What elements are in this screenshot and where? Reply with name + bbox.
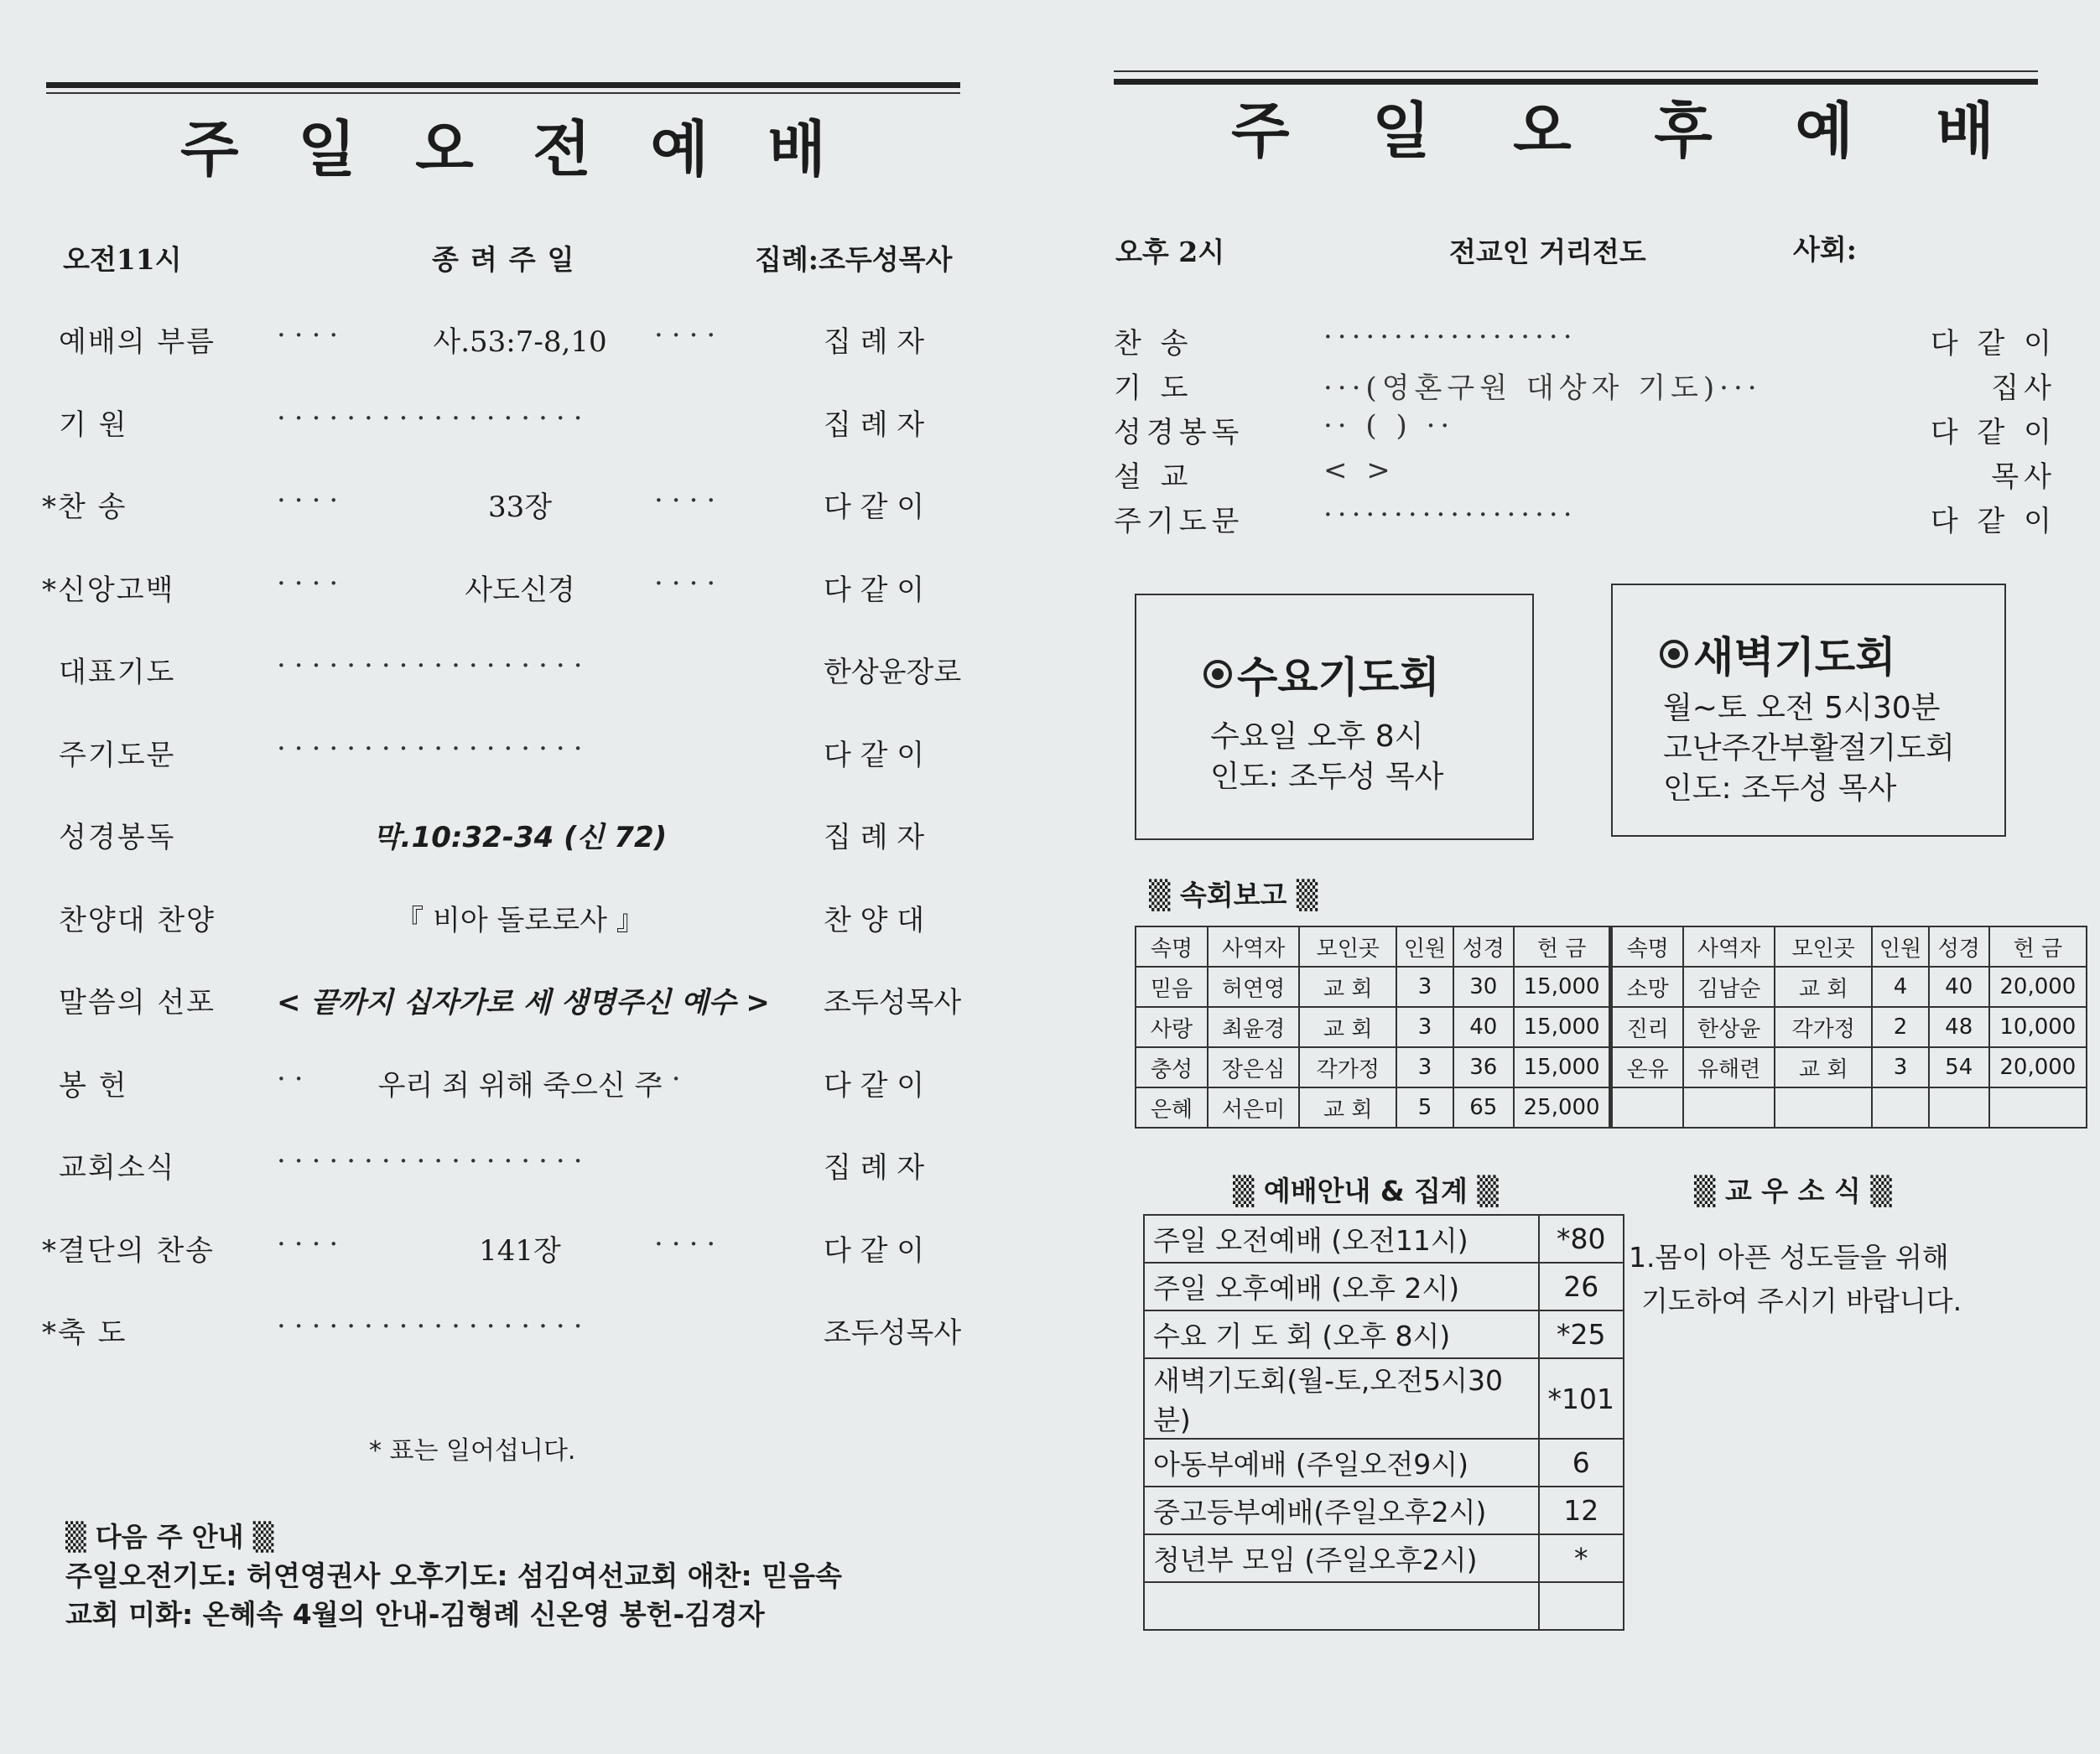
order-content: < 끝까지 십자가로 세 생명주신 예수 > [277,986,770,1020]
member-news-line-1: 1.몸이 아픈 성도들을 위해 [1629,1241,1949,1274]
title-char: 주 [180,114,239,184]
title-char: 예 [1795,96,1853,166]
report-header-cell: 모인곳 [1299,926,1396,967]
report-cell: 교 회 [1775,1047,1872,1087]
worship-name [1144,1582,1539,1630]
dot-leader: ···· [277,566,347,600]
order-leader: 다 같 이 [824,1233,925,1268]
worship-name: 새벽기도회(월-토,오전5시30분) [1144,1358,1539,1439]
order-leader: 다 같 이 [1930,505,2056,538]
report-cell: 최윤경 [1208,1007,1299,1047]
report-row [1136,1007,2087,1047]
order-row [0,402,1050,452]
report-row [1136,967,2087,1007]
report-header-cell: 성경 [1453,926,1514,967]
order-content: ·················· [1323,498,1578,532]
wednesday-title-text: 수요기도회 [1237,653,1440,702]
report-cell: 교 회 [1299,1087,1396,1128]
order-content: 『 비아 돌로로사 』 [395,903,645,937]
worship-name: 중고등부예배(주일오후2시) [1144,1487,1539,1534]
order-content: 우리 죄 위해 죽으신 주 [377,1068,663,1103]
report-cell: 20,000 [1989,967,2087,1007]
report-cell: 40 [1929,967,1989,1007]
report-cell: 10,000 [1989,1007,2087,1047]
dawn-title [1660,624,1896,684]
target-bullet-icon [1203,660,1232,688]
order-leader: 목사 [1991,460,2056,494]
title-char: 후 [1654,96,1713,166]
sunday-name: 종려주일 [432,243,586,276]
order-content: 사도신경 [465,573,575,607]
report-cell: 은혜 [1136,1087,1208,1128]
report-row [1136,1047,2087,1087]
report-header-cell: 모인곳 [1775,926,1872,967]
order-label: *신앙고백 [42,573,175,607]
order-content: ·· ( ) ·· [1323,409,1455,443]
dot-leader: ·················· [277,401,591,435]
order-leader: 집 례 자 [824,407,925,442]
afternoon-service-page [1050,0,2100,1754]
order-label: *축 도 [42,1316,127,1350]
report-cell: 3 [1396,1007,1453,1047]
report-cell: 각가정 [1775,1007,1872,1047]
report-cell: 교 회 [1775,967,1872,1007]
title-char: 배 [767,114,826,184]
report-cell: 40 [1453,1007,1514,1047]
service-time: 오전11시 [63,243,182,276]
stand-note: * 표는 일어섭니다. [369,1436,576,1466]
report-cell: 20,000 [1989,1047,2087,1087]
report-cell: 2 [1872,1007,1928,1047]
next-week-line-2: 교회 미화: 온혜속 4월의 안내-김형례 신온영 봉헌-김경자 [65,1598,765,1631]
report-cell [1929,1087,1989,1128]
order-leader: 집 례 자 [824,821,925,854]
presider: 집례:조두성목사 [755,243,953,276]
report-header-cell: 성경 [1929,926,1989,967]
wednesday-prayer-box [1135,594,1534,840]
report-header-cell: 속명 [1136,926,1208,967]
dot-leader: ·················· [277,1144,591,1178]
order-row [0,814,1050,864]
report-cell: 유해련 [1683,1047,1775,1087]
order-row [0,319,1050,369]
order-content: ·················· [1323,320,1578,354]
worship-count-row [1144,1582,1624,1630]
next-week-title: ▒ 다음 주 안내 ▒ [65,1521,274,1553]
order-row [1050,454,2100,497]
dot-leader: ···· [654,1227,725,1261]
report-cell [1872,1087,1928,1128]
report-cell: 48 [1929,1007,1989,1047]
report-cell: 3 [1396,1047,1453,1087]
order-row [0,1310,1050,1360]
report-cell: 30 [1453,967,1514,1007]
worship-name: 아동부예배 (주일오전9시) [1144,1439,1539,1487]
report-header-cell: 속명 [1611,926,1683,967]
dot-leader: ·················· [277,1310,591,1343]
report-cell [1611,1087,1683,1128]
title-char: 전 [533,114,591,184]
order-row [0,1062,1050,1113]
report-cell: 소망 [1611,967,1683,1007]
order-row [0,979,1050,1030]
top-rule-thin [1114,70,2038,72]
report-cell: 서은미 [1208,1087,1299,1128]
worship-attendance [1539,1582,1624,1630]
order-leader: 한상윤장로 [824,656,962,689]
worship-count-title: ▒ 예배안내 & 집계 ▒ [1233,1175,1499,1207]
report-cell: 김남순 [1683,967,1775,1007]
report-cell: 65 [1453,1087,1514,1128]
order-label: 기 도 [1114,371,1193,405]
report-header-row [1136,926,2087,967]
worship-attendance: 26 [1539,1263,1624,1310]
dawn-title-text: 새벽기도회 [1693,633,1896,682]
report-cell [1775,1087,1872,1128]
service-time: 오후 2시 [1115,236,1225,268]
order-row [0,649,1050,699]
worship-name: 주일 오전예배 (오전11시) [1144,1215,1539,1263]
order-content: ···(영혼구원 대상자 기도)··· [1323,371,1762,405]
member-news-title: ▒ 교 우 소 식 ▒ [1694,1175,1892,1207]
report-cell: 사랑 [1136,1007,1208,1047]
morning-title [180,102,826,186]
worship-attendance: * [1539,1534,1624,1582]
worship-count-row [1144,1358,1624,1439]
afternoon-title [1231,84,1994,168]
worship-count-row [1144,1534,1624,1582]
report-header-cell: 헌 금 [1514,926,1611,967]
dot-leader: ···· [277,319,347,352]
order-label: *결단의 찬송 [42,1233,216,1268]
worship-attendance: *80 [1539,1215,1624,1263]
title-char: 오 [1513,96,1572,166]
report-header-cell: 헌 금 [1989,926,2087,967]
class-report-table [1135,926,2087,1129]
report-cell: 교 회 [1299,1007,1396,1047]
class-report-title: ▒ 속회보고 ▒ [1149,879,1318,911]
worship-count-row [1144,1439,1624,1487]
order-row [0,897,1050,947]
report-cell: 54 [1929,1047,1989,1087]
order-row [0,1227,1050,1278]
dawn-leader: 인도: 조두성 목사 [1663,771,1897,806]
report-cell: 5 [1396,1087,1453,1128]
dot-leader: ···· [654,566,725,600]
order-content: 33장 [487,490,553,524]
worship-name: 수요 기 도 회 (오후 8시) [1144,1310,1539,1358]
report-cell [1683,1087,1775,1128]
order-row [0,1144,1050,1195]
dot-leader: ···· [277,1227,347,1261]
worship-attendance: *25 [1539,1310,1624,1358]
order-leader: 다 같 이 [824,573,925,607]
worship-name: 주일 오후예배 (오후 2시) [1144,1263,1539,1310]
order-leader: 찬 양 대 [824,903,925,937]
order-label: 대표기도 [59,656,176,689]
title-char: 일 [1372,96,1431,166]
report-cell: 4 [1872,967,1928,1007]
top-rule [46,82,960,88]
worship-attendance: 6 [1539,1439,1624,1487]
order-leader: 집 례 자 [824,1151,925,1185]
order-label: 말씀의 선포 [59,986,216,1020]
order-label: 봉 헌 [59,1068,128,1103]
report-cell: 한상윤 [1683,1007,1775,1047]
target-bullet-icon [1660,640,1688,668]
order-leader: 다 같 이 [824,490,925,524]
report-header-cell: 사역자 [1208,926,1299,967]
order-content: 사.53:7-8,10 [433,325,607,359]
order-label: 설 교 [1114,460,1193,494]
top-rule-thin [46,92,960,94]
dawn-subtitle: 고난주간부활절기도회 [1663,731,1955,765]
worship-attendance: 12 [1539,1487,1624,1534]
order-leader: 다 같 이 [1930,327,2056,361]
member-news-line-2: 기도하여 주시기 바랍니다. [1641,1284,1962,1317]
report-row [1136,1087,2087,1128]
dot-leader: ···· [277,484,347,517]
report-cell: 진리 [1611,1007,1683,1047]
dawn-prayer-box [1611,584,2006,837]
order-label: 성경봉독 [59,821,176,854]
dot-leader: ···· [654,319,725,352]
title-char: 일 [298,114,356,184]
order-label: *찬 송 [42,490,127,524]
worship-count-row [1144,1215,1624,1263]
order-content: < > [1323,454,1396,487]
worship-attendance: *101 [1539,1358,1624,1439]
next-week-line-1: 주일오전기도: 허연영권사 오후기도: 섬김여선교회 애찬: 믿음속 [65,1559,842,1592]
wednesday-title [1203,644,1440,704]
report-cell: 각가정 [1299,1047,1396,1087]
order-label: 예배의 부름 [59,325,216,359]
report-cell: 15,000 [1514,1047,1611,1087]
order-row [1050,365,2100,408]
report-cell: 3 [1872,1047,1928,1087]
report-cell: 온유 [1611,1047,1683,1087]
order-row [0,732,1050,782]
report-cell: 믿음 [1136,967,1208,1007]
order-row [0,484,1050,534]
report-cell: 25,000 [1514,1087,1611,1128]
order-leader: 다 같 이 [824,738,925,772]
order-label: 찬양대 찬양 [59,903,216,937]
worship-count-row [1144,1487,1624,1534]
report-cell: 15,000 [1514,1007,1611,1047]
report-cell: 15,000 [1514,967,1611,1007]
order-row [0,567,1050,617]
order-label: 주기도문 [1114,505,1245,538]
dot-leader: ···· [654,484,725,517]
dot-leader: ·················· [277,731,591,765]
title-char: 예 [650,114,709,184]
order-leader: 집사 [1991,371,2056,405]
report-header-cell: 사역자 [1683,926,1775,967]
order-leader: 조두성목사 [824,986,962,1020]
report-cell: 충성 [1136,1047,1208,1087]
dot-leader: ·················· [277,649,591,682]
worship-count-row [1144,1263,1624,1310]
order-leader: 조두성목사 [824,1316,962,1350]
dot-leader: ·· [277,1061,312,1096]
title-char: 오 [415,114,474,184]
worship-count-row [1144,1310,1624,1358]
host: 사회: [1793,233,1857,266]
order-label: 성경봉독 [1114,416,1245,449]
report-cell: 교 회 [1299,967,1396,1007]
order-row [1050,320,2100,364]
title-char: 주 [1231,96,1290,166]
report-cell: 장은심 [1208,1047,1299,1087]
report-cell: 36 [1453,1047,1514,1087]
order-content: 막.10:32-34 (신 72) [372,821,668,854]
report-header-cell: 인원 [1396,926,1453,967]
wednesday-time: 수요일 오후 8시 [1210,719,1424,754]
dawn-time: 월~토 오전 5시30분 [1663,691,1941,725]
order-leader: 다 같 이 [1930,416,2056,449]
event-name: 전교인 거리전도 [1449,236,1646,268]
report-cell: 허연영 [1208,967,1299,1007]
dot-leader: ·· [654,1061,689,1096]
worship-name: 청년부 모임 (주일오후2시) [1144,1534,1539,1582]
report-cell [1989,1087,2087,1128]
order-leader: 다 같 이 [824,1068,925,1103]
order-row [1050,409,2100,453]
order-label: 기 원 [59,407,128,442]
wednesday-leader: 인도: 조두성 목사 [1210,760,1444,794]
report-cell: 3 [1396,967,1453,1007]
order-label: 주기도문 [59,738,176,772]
order-label: 교회소식 [59,1151,176,1185]
order-leader: 집 례 자 [824,325,925,359]
worship-count-table [1143,1214,1624,1631]
order-label: 찬 송 [1114,327,1193,361]
order-content: 141장 [479,1233,561,1268]
title-char: 배 [1936,96,1994,166]
order-row [1050,498,2100,542]
report-header-cell: 인원 [1872,926,1928,967]
